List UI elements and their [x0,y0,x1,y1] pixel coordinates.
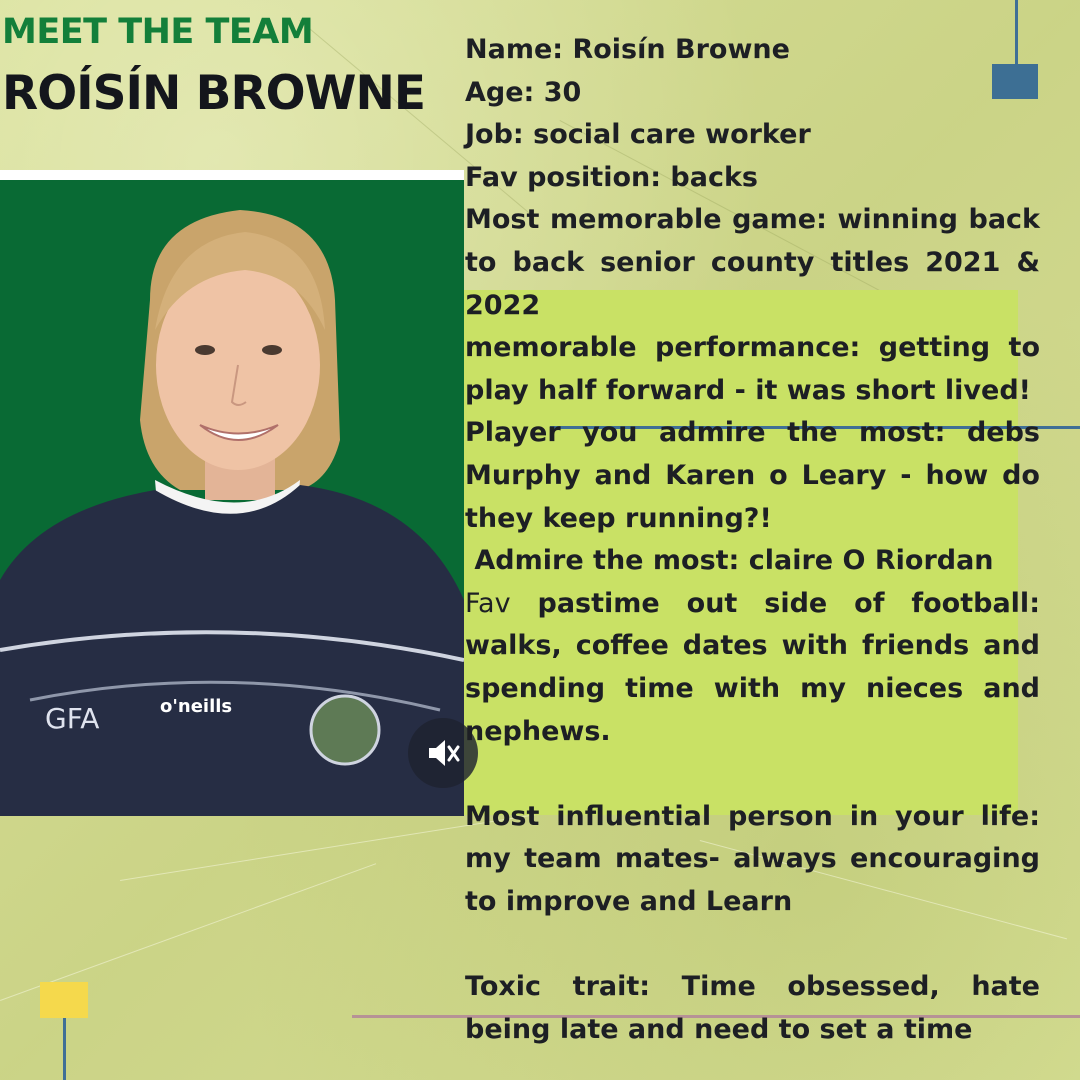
profile-age: Age: 30 [465,76,582,108]
player-name-title: ROÍSÍN BROWNE [2,66,425,121]
profile-fav-position: Fav position: backs [465,161,758,193]
profile-pastime [465,583,1040,753]
speaker-muted-icon [424,734,462,772]
meet-the-team-subtitle: MEET THE TEAM [2,12,314,52]
paper-crease [0,863,376,1001]
profile-name: Name: Roisín Browne [465,34,790,65]
player-photo [0,180,464,816]
profile-player-admire: Player you admire the most: debs Murphy and Karen o Leary - how do they keep running?! [465,417,1040,534]
decorative-yellow-square [40,982,88,1018]
profile-job: Job: social care worker [465,119,811,151]
player-profile-text [465,29,1040,1051]
player-portrait-illustration [0,180,464,816]
paragraph-spacer [465,923,1040,966]
profile-pastime-rest: pastime out side of football: walks, coffee dates with friends and spending time with my nieces and nephews. [465,587,1040,747]
jersey-brand-text: o'neills [160,696,233,717]
profile-pastime-prefix: Fav [465,587,511,619]
paragraph-spacer [465,753,1040,796]
profile-toxic-trait: Toxic trait: Time obsessed, hate being late and need to set a time [465,971,1040,1045]
decorative-vertical-line-bottom [63,1018,66,1080]
profile-influential-person: Most influential person in your life: my team mates- always encouraging to improve and Learn [465,800,1040,917]
profile-memorable-performance: memorable performance: getting to play half forward - it was short lived! [465,332,1040,406]
profile-memorable-game: Most memorable game: winning back to back senior county titles 2021 & 2022 [465,204,1040,321]
profile-admire-most: Admire the most: claire O Riordan [465,545,994,577]
photo-top-divider [0,170,464,180]
jersey-crest-text: GFA [45,702,100,735]
